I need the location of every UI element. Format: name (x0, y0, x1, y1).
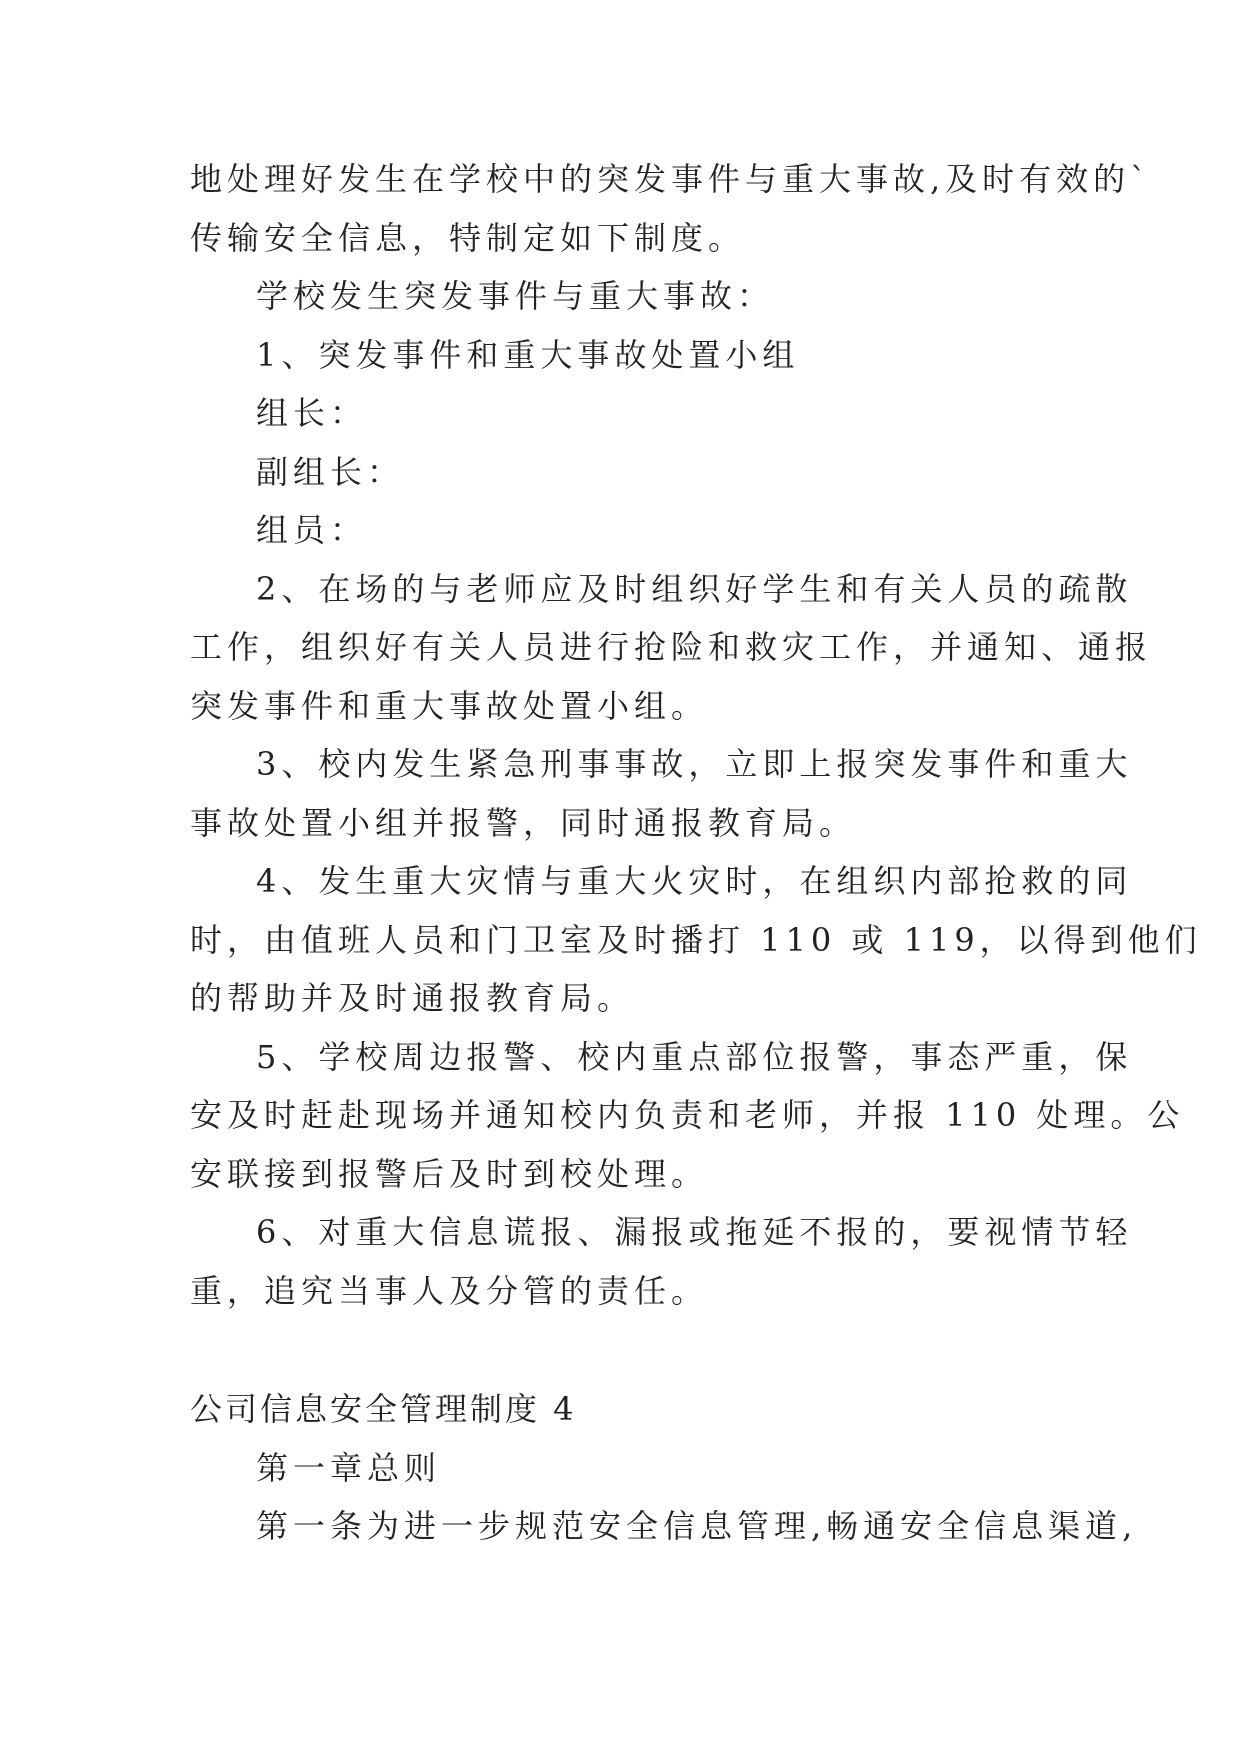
paragraph-2-line: 突发事件和重大事故处置小组。 (190, 686, 709, 725)
paragraph-5-line: 安联接到报警后及时到校处理。 (190, 1154, 709, 1193)
section-spacer (190, 1320, 1060, 1380)
paragraph-4-line: 的帮助并及时通报教育局。 (190, 979, 635, 1017)
text-line: 1、突发事件和重大事故处置小组 (256, 335, 800, 374)
paragraph-4-line: 4、发生重大灾情与重大火灾时，在组织内部抢救的同 (256, 862, 1133, 900)
text-line: 传输安全信息，特制定如下制度。 (190, 218, 746, 257)
paragraph-4-line: 时，由值班人员和门卫室及时播打 110 或 119，以得到他们 (190, 920, 1202, 959)
text-line: 学校发生突发事件与重大事故： (256, 277, 775, 315)
text-line: 地处理好发生在学校中的突发事件与重大事故,及时有效的` (190, 160, 1152, 198)
paragraph-3-line: 事故处置小组并报警，同时通报教育局。 (190, 803, 857, 842)
paragraph-2-line: 工作，组织好有关人员进行抢险和救灾工作，并通知、通报 (190, 628, 1153, 666)
paragraph-6-line: 重，追究当事人及分管的责任。 (190, 1271, 709, 1310)
paragraph-6-line: 6、对重大信息谎报、漏报或拖延不报的，要视情节轻 (256, 1213, 1133, 1251)
chapter-title: 第一章总则 (256, 1448, 442, 1487)
paragraph-3-line: 3、校内发生紧急刑事事故，立即上报突发事件和重大 (256, 745, 1133, 783)
paragraph-2-line: 2、在场的与老师应及时组织好学生和有关人员的疏散 (256, 569, 1133, 608)
document-body (190, 150, 1202, 1556)
text-line: 组长： (256, 394, 368, 432)
paragraph-5-line: 安及时赶赴现场并通知校内负责和老师，并报 110 处理。公 (190, 1096, 1185, 1134)
text-line: 副组长： (256, 452, 405, 491)
paragraph-5-line: 5、学校周边报警、校内重点部位报警，事态严重，保 (256, 1037, 1133, 1076)
text-line: 组员： (256, 511, 368, 549)
article-1-line: 第一条为进一步规范安全信息管理,畅通安全信息渠道, (256, 1507, 1138, 1545)
section-title: 公司信息安全管理制度 4 (190, 1390, 577, 1428)
